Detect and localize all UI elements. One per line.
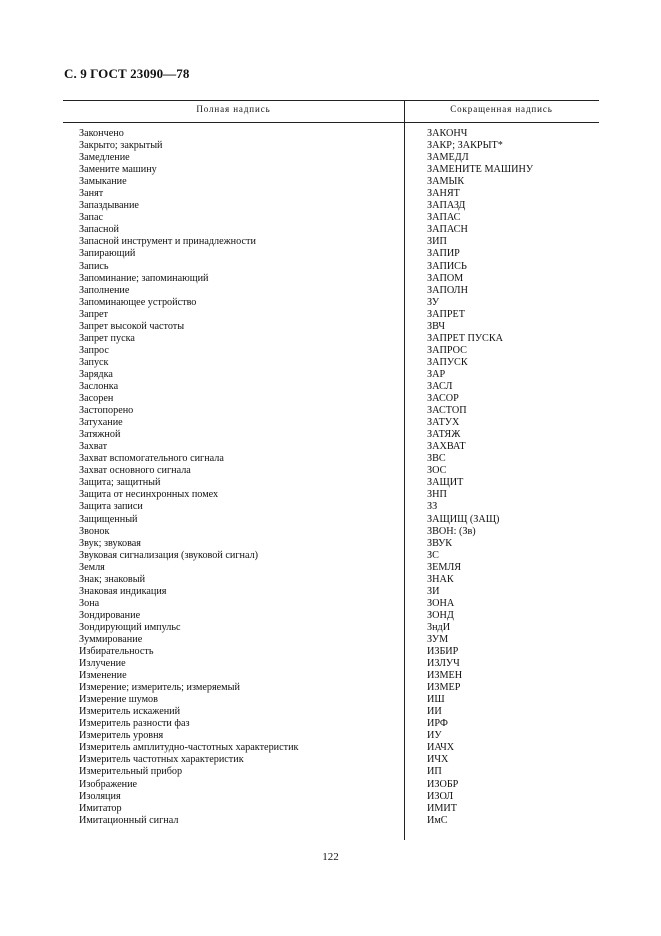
- abbreviated-inscription: ИШ: [427, 694, 445, 706]
- abbreviated-inscription: ЗАЩИТ: [427, 477, 464, 489]
- full-inscription: Запоминание; запоминающий: [79, 272, 209, 284]
- full-inscription: Закрыто; закрытый: [79, 140, 163, 152]
- abbreviated-inscription: ЗИП: [427, 236, 447, 248]
- table-row: [0, 212, 661, 224]
- table-row: [0, 658, 661, 670]
- abbreviated-inscription: ИЗЛУЧ: [427, 658, 460, 670]
- table-row: [0, 128, 661, 140]
- abbreviated-inscription: ЗАПИР: [427, 248, 460, 260]
- full-inscription: Измеритель разности фаз: [79, 718, 190, 730]
- abbreviated-inscription: ЗВС: [427, 453, 446, 465]
- full-inscription: Затухание: [79, 417, 123, 429]
- full-inscription: Изоляция: [79, 790, 121, 802]
- full-inscription: Имитатор: [79, 802, 122, 814]
- abbreviated-inscription: ИУ: [427, 730, 442, 742]
- full-inscription: Земля: [79, 561, 105, 573]
- table-row: [0, 598, 661, 610]
- abbreviated-inscription: ЗАПРЕТ: [427, 308, 465, 320]
- full-inscription: Измеритель амплитудно-частотных характеристик: [79, 742, 299, 754]
- full-inscription: Запаздывание: [79, 200, 139, 212]
- table-row: [0, 706, 661, 718]
- table-row: [0, 622, 661, 634]
- full-inscription: Изображение: [79, 778, 138, 790]
- table-row: [0, 682, 661, 694]
- full-inscription: Затяжной: [79, 429, 121, 441]
- full-inscription: Зондирование: [79, 609, 141, 621]
- full-inscription: Защищенный: [79, 513, 138, 525]
- abbreviated-inscription: ЗАНЯТ: [427, 188, 460, 200]
- abbreviated-inscription: ЗАПАСН: [427, 224, 468, 236]
- table-row: [0, 417, 661, 429]
- abbreviated-inscription: ИЗМЕР: [427, 682, 461, 694]
- table-row: [0, 429, 661, 441]
- table-row: [0, 718, 661, 730]
- table-row: [0, 815, 661, 827]
- abbreviated-inscription: ЗАЩИЩ (ЗАЩ): [427, 513, 500, 525]
- table-row: [0, 477, 661, 489]
- full-inscription: Звонок: [79, 525, 110, 537]
- abbreviated-inscription: ЗАР: [427, 368, 446, 380]
- full-inscription: Защита; защитный: [79, 477, 161, 489]
- full-inscription: Звук; звуковая: [79, 537, 141, 549]
- abbreviated-inscription: ЗЕМЛЯ: [427, 561, 462, 573]
- table-row: [0, 333, 661, 345]
- abbreviated-inscription: ИЗМЕН: [427, 670, 463, 682]
- abbreviated-inscription: ЗВОН: (Зв): [427, 525, 476, 537]
- abbreviated-inscription: ИРФ: [427, 718, 448, 730]
- abbreviated-inscription: ЗАКОНЧ: [427, 128, 468, 139]
- full-inscription: Излучение: [79, 658, 126, 670]
- full-inscription: Измеритель искажений: [79, 706, 181, 718]
- table-row: [0, 297, 661, 309]
- full-inscription: Замыкание: [79, 176, 127, 188]
- full-inscription: Закончено: [79, 128, 124, 139]
- abbreviated-inscription: ЗАПИСЬ: [427, 260, 467, 272]
- abbreviated-inscription: ЗАХВАТ: [427, 441, 466, 453]
- abbreviated-inscription: ЗУ: [427, 296, 440, 308]
- table-row: [0, 574, 661, 586]
- full-inscription: Запуск: [79, 356, 109, 368]
- abbreviated-inscription: ЗЗ: [427, 501, 438, 513]
- full-inscription: Запрос: [79, 344, 109, 356]
- abbreviated-inscription: ЗИ: [427, 585, 440, 597]
- full-inscription: Изменение: [79, 670, 127, 682]
- full-inscription: Запасной: [79, 224, 119, 236]
- table-row: [0, 550, 661, 562]
- table-row: [0, 188, 661, 200]
- abbreviated-inscription: ЗАСОР: [427, 393, 459, 405]
- table-row: [0, 694, 661, 706]
- full-inscription: Запрет: [79, 308, 109, 320]
- full-inscription: Измерительный прибор: [79, 766, 183, 778]
- full-inscription: Замените машину: [79, 164, 157, 176]
- full-inscription: Измерение; измеритель; измеряемый: [79, 682, 240, 694]
- table-row: [0, 538, 661, 550]
- table-row: [0, 610, 661, 622]
- table-header-rule: [63, 122, 599, 123]
- full-inscription: Звуковая сигнализация (звуковой сигнал): [79, 549, 259, 561]
- table-row: [0, 369, 661, 381]
- column-header-full: Полная надпись: [196, 104, 271, 114]
- table-row: [0, 357, 661, 369]
- table-row: [0, 562, 661, 574]
- full-inscription: Замедление: [79, 152, 130, 164]
- full-inscription: Запрет пуска: [79, 332, 135, 344]
- table-row: [0, 261, 661, 273]
- table-row: [0, 803, 661, 815]
- full-inscription: Зондирующий импульс: [79, 621, 181, 633]
- table-row: [0, 152, 661, 164]
- full-inscription: Захват: [79, 441, 108, 453]
- table-row: [0, 634, 661, 646]
- table-row: [0, 405, 661, 417]
- table-row: [0, 526, 661, 538]
- table-row: [0, 200, 661, 212]
- table-row: [0, 501, 661, 513]
- abbreviated-inscription: ЗОС: [427, 465, 447, 477]
- abbreviated-inscription: ИЗОЛ: [427, 790, 454, 802]
- abbreviated-inscription: ИЗБИР: [427, 646, 459, 658]
- table-row: [0, 236, 661, 248]
- table-row: [0, 381, 661, 393]
- table-row: [0, 514, 661, 526]
- abbreviated-inscription: ЗС: [427, 549, 439, 561]
- abbreviated-inscription: ИИ: [427, 706, 442, 718]
- full-inscription: Избирательность: [79, 646, 154, 658]
- full-inscription: Занят: [79, 188, 104, 200]
- table-row: [0, 586, 661, 598]
- abbreviated-inscription: ЗВУК: [427, 537, 453, 549]
- full-inscription: Засорен: [79, 393, 114, 405]
- abbreviated-inscription: ЗНАК: [427, 573, 454, 585]
- table-row: [0, 345, 661, 357]
- abbreviated-inscription: ИМИТ: [427, 802, 457, 814]
- abbreviated-inscription: ИЧХ: [427, 754, 449, 766]
- abbreviated-inscription: ЗАПАЗД: [427, 200, 466, 212]
- table-row: [0, 453, 661, 465]
- full-inscription: Зона: [79, 597, 100, 609]
- full-inscription: Измеритель частотных характеристик: [79, 754, 244, 766]
- table-top-rule: [63, 100, 599, 101]
- table-row: [0, 224, 661, 236]
- abbreviated-inscription: ЗНП: [427, 489, 447, 501]
- table-row: [0, 791, 661, 803]
- table-row: [0, 248, 661, 260]
- abbreviated-inscription: ИмС: [427, 814, 448, 826]
- full-inscription: Запрет высокой частоты: [79, 320, 185, 332]
- table-row: [0, 309, 661, 321]
- column-header-abbreviated: Сокращенная надпись: [450, 104, 553, 114]
- abbreviated-inscription: ЗОНА: [427, 597, 455, 609]
- full-inscription: Запасной инструмент и принадлежности: [79, 236, 256, 248]
- full-inscription: Захват вспомогательного сигнала: [79, 453, 224, 465]
- abbreviated-inscription: ЗндИ: [427, 621, 451, 633]
- table-row: [0, 730, 661, 742]
- abbreviated-inscription: ЗАПАС: [427, 212, 461, 224]
- table-row: [0, 140, 661, 152]
- abbreviated-inscription: ЗОНД: [427, 609, 454, 621]
- full-inscription: Знаковая индикация: [79, 585, 167, 597]
- full-inscription: Зарядка: [79, 368, 113, 380]
- abbreviated-inscription: ЗАСЛ: [427, 380, 453, 392]
- table-row: [0, 779, 661, 791]
- table-row: [0, 766, 661, 778]
- table-row: [0, 285, 661, 297]
- full-inscription: Защита записи: [79, 501, 143, 513]
- table-row: [0, 321, 661, 333]
- abbreviated-inscription: ЗАКР; ЗАКРЫТ*: [427, 140, 503, 152]
- table-row: [0, 176, 661, 188]
- table-row: [0, 742, 661, 754]
- full-inscription: Измерение шумов: [79, 694, 158, 706]
- table-row: [0, 646, 661, 658]
- full-inscription: Зуммирование: [79, 633, 143, 645]
- full-inscription: Захват основного сигнала: [79, 465, 191, 477]
- full-inscription: Имитационный сигнал: [79, 814, 179, 826]
- full-inscription: Запись: [79, 260, 109, 272]
- full-inscription: Запоминающее устройство: [79, 296, 197, 308]
- table-row: [0, 489, 661, 501]
- abbreviated-inscription: ЗАМЕНИТЕ МАШИНУ: [427, 164, 534, 176]
- page-number: 122: [322, 851, 339, 863]
- document-header: С. 9 ГОСТ 23090—78: [64, 66, 190, 81]
- full-inscription: Запас: [79, 212, 103, 224]
- abbreviated-inscription: ЗАМЕДЛ: [427, 152, 469, 164]
- abbreviated-inscription: ЗАПОМ: [427, 272, 464, 284]
- abbreviated-inscription: ЗАТЯЖ: [427, 429, 461, 441]
- abbreviated-inscription: ЗАТУХ: [427, 417, 460, 429]
- full-inscription: Защита от несинхронных помех: [79, 489, 219, 501]
- full-inscription: Заслонка: [79, 380, 119, 392]
- abbreviated-inscription: ИАЧХ: [427, 742, 455, 754]
- abbreviated-inscription: ИЗОБР: [427, 778, 459, 790]
- abbreviated-inscription: ЗАСТОП: [427, 405, 467, 417]
- full-inscription: Заполнение: [79, 284, 130, 296]
- full-inscription: Застопорено: [79, 405, 134, 417]
- abbreviated-inscription: ЗАПРОС: [427, 344, 467, 356]
- table-row: [0, 441, 661, 453]
- table-row: [0, 465, 661, 477]
- full-inscription: Запирающий: [79, 248, 136, 260]
- abbreviated-inscription: ЗАПРЕТ ПУСКА: [427, 332, 503, 344]
- abbreviated-inscription: ЗВЧ: [427, 320, 446, 332]
- abbreviated-inscription: ИП: [427, 766, 442, 778]
- table-row: [0, 273, 661, 285]
- abbreviated-inscription: ЗАПОЛН: [427, 284, 468, 296]
- table-body: [0, 128, 661, 827]
- abbreviated-inscription: ЗАПУСК: [427, 356, 468, 368]
- abbreviated-inscription: ЗУМ: [427, 633, 449, 645]
- full-inscription: Знак; знаковый: [79, 573, 146, 585]
- abbreviated-inscription: ЗАМЫК: [427, 176, 465, 188]
- table-row: [0, 164, 661, 176]
- table-row: [0, 393, 661, 405]
- full-inscription: Измеритель уровня: [79, 730, 164, 742]
- table-row: [0, 754, 661, 766]
- table-row: [0, 670, 661, 682]
